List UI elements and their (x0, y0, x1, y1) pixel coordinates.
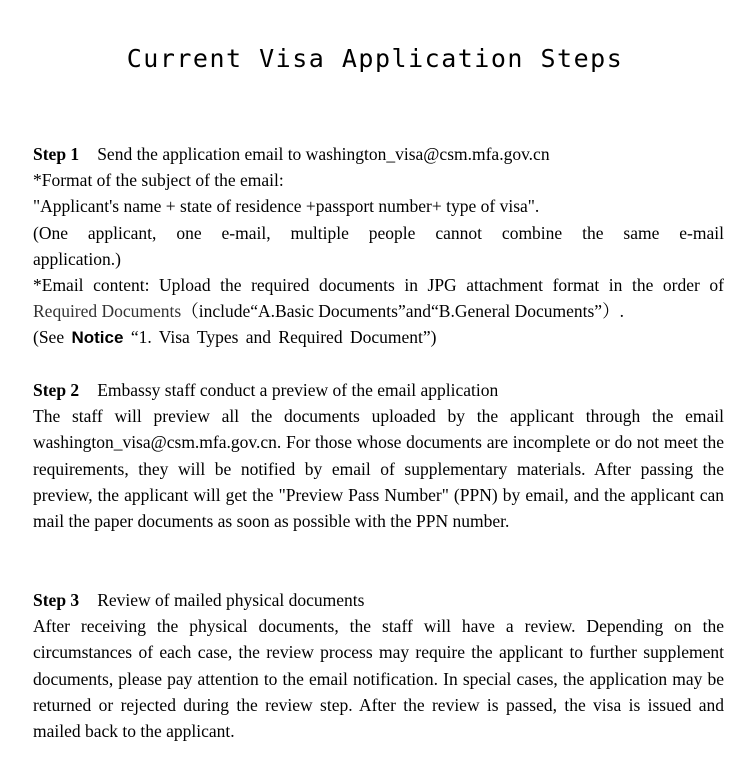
step-2-body: The staff will preview all the documents uploaded by the applicant through the email washington_visa@csm.mfa.gov.cn. For those whose documents are incomplete or do not meet the requirements, they will be notified by email of supplementary materials. After passing the preview, the applicant will get the "Preview Pass Number" (PPN) by email, and the applicant can mail the paper documents as soon as possible with the PPN number. (33, 406, 724, 532)
step-1-email-content-include: （include“A.Basic Documents”and“B.General Documents”）. (181, 301, 624, 322)
required-documents-link[interactable]: Required Documents (33, 301, 182, 322)
see-notice-prefix: (See (33, 327, 72, 348)
step-1-subject-format: "Applicant's name + state of residence +passport number+ type of visa". (33, 196, 540, 217)
step-2-label: Step 2 (33, 380, 80, 400)
step-1-section (33, 141, 724, 352)
see-notice-suffix: “1. Visa Types and Required Document”) (123, 327, 437, 348)
page-title: Current Visa Application Steps (126, 44, 624, 73)
step-1-heading: Send the application email to washington_visa@csm.mfa.gov.cn (97, 144, 550, 164)
step-1-subject-format-label: *Format of the subject of the email: (33, 170, 284, 191)
step-1-email-content (33, 272, 724, 324)
step-1-see-notice (33, 324, 724, 351)
step-1-email-content-text: *Email content: Upload the required documents in JPG attachment format in the order of (33, 275, 724, 296)
step-3-heading: Review of mailed physical documents (97, 590, 365, 610)
step-2-section (33, 377, 724, 534)
step-3-section (33, 587, 724, 744)
step-2-heading-line (33, 377, 724, 403)
step-3-label: Step 3 (33, 590, 80, 610)
step-2-heading: Embassy staff conduct a preview of the email application (97, 380, 499, 400)
step-1-heading-line (33, 141, 724, 167)
step-1-one-applicant-note: (One applicant, one e-mail, multiple people cannot combine the same e-mail application.) (33, 222, 724, 269)
step-3-heading-line (33, 587, 724, 613)
notice-link[interactable]: Notice (71, 328, 124, 348)
step-3-body: After receiving the physical documents, the staff will have a review. Depending on the circumstances of each case, the review process may require the applicant to further supplement documents, please pay attention to the email notification. In special cases, the application may be returned or rejected during the review step. After the review is passed, the visa is issued and mailed back to the applicant. (33, 616, 724, 742)
step-1-label: Step 1 (33, 144, 80, 164)
